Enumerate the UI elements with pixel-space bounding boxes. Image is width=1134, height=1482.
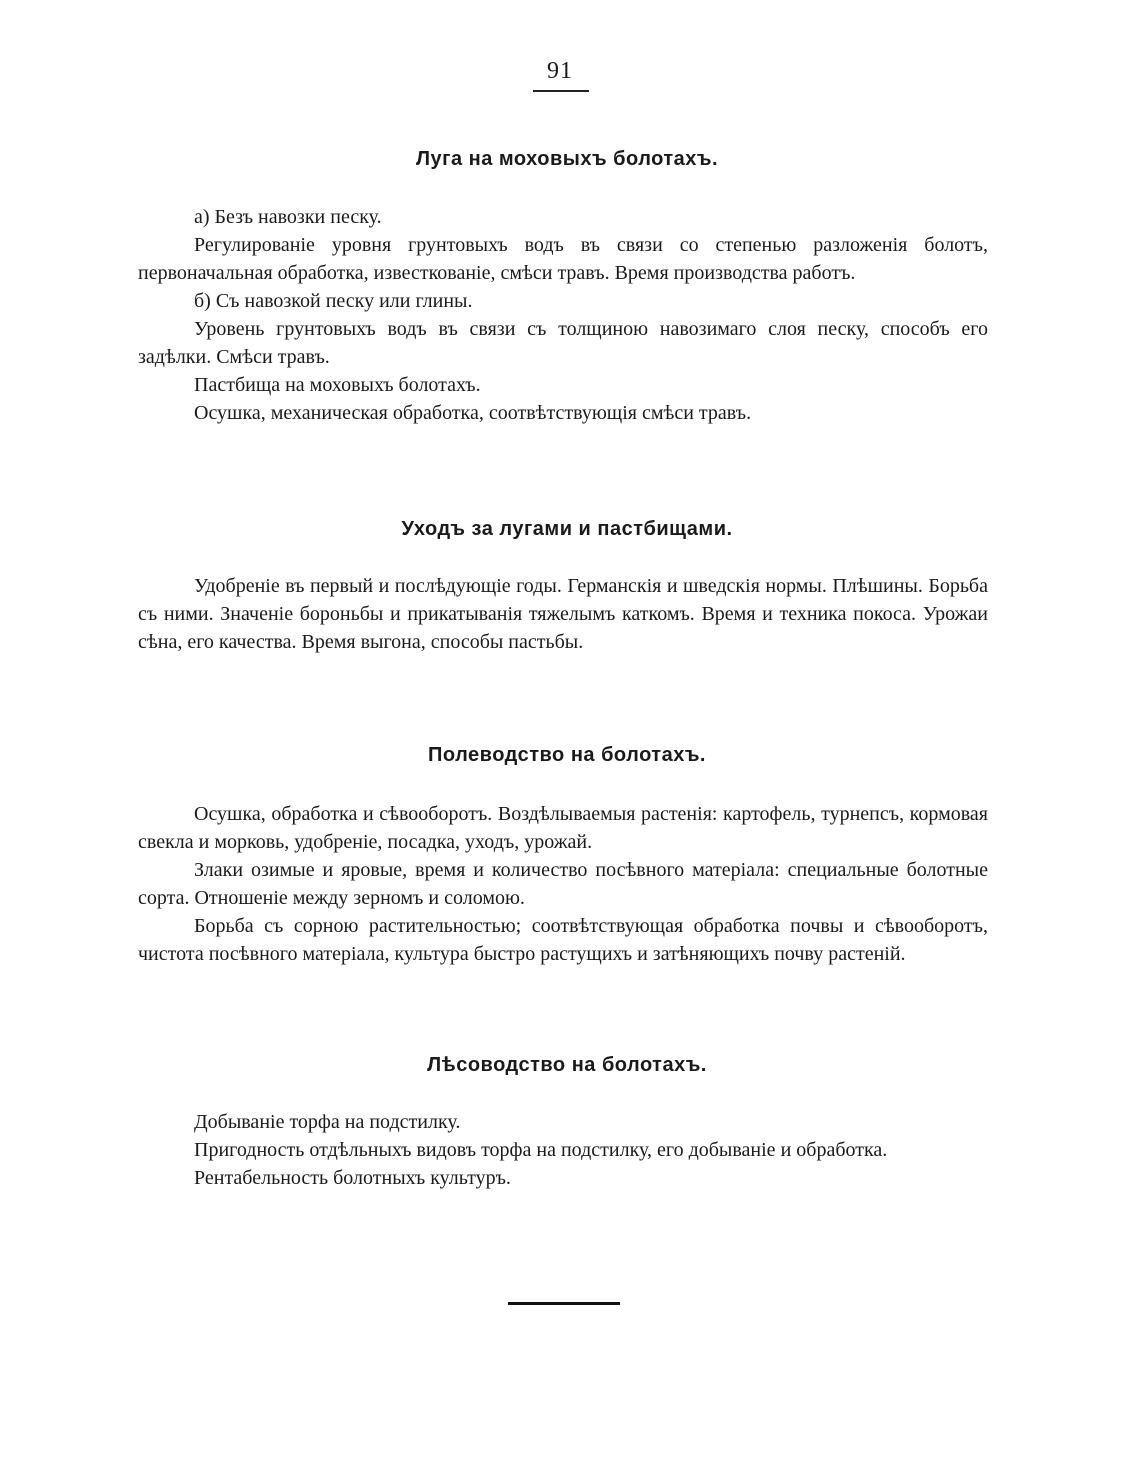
- paragraph: Уровень грунтовыхъ водъ въ связи съ толщиною навозимаго слоя песку, способъ его задѣлки. Смѣси травъ.: [138, 318, 988, 368]
- paragraph: Осушка, обработка и сѣвооборотъ. Воздѣлываемыя растенія: картофель, турнепсъ, кормовая свекла и морковь, удобреніе, посадка, уходъ, урожай.: [138, 803, 988, 853]
- paragraph: Борьба съ сорною растительностью; соотвѣтствующая обработка почвы и сѣвооборотъ, чистота посѣвного матеріала, культура быстро растущихъ и затѣняющихъ почву растеній.: [138, 915, 988, 965]
- section-heading-forestry: Лѣсоводство на болотахъ.: [427, 1054, 707, 1076]
- page-number: 91: [547, 58, 573, 84]
- paragraph: Добываніе торфа на подстилку.: [194, 1111, 461, 1133]
- paragraph: Осушка, механическая обработка, соотвѣтствующія смѣси травъ.: [194, 402, 752, 424]
- paragraph: Злаки озимые и яровые, время и количество посѣвного матеріала: специальные болотные сорта. Отношеніе между зерномъ и соломою.: [138, 859, 988, 909]
- paragraph: Рентабельность болотныхъ культуръ.: [194, 1167, 511, 1189]
- paragraph: б) Съ навозкой песку или глины.: [194, 290, 473, 312]
- section-heading-meadows: Луга на моховыхъ болотахъ.: [415, 148, 719, 170]
- section-body-forestry: [138, 1108, 988, 1192]
- paragraph: а) Безъ навозки песку.: [194, 206, 382, 228]
- end-rule: [508, 1302, 620, 1305]
- section-body-meadows: [138, 203, 988, 427]
- page-number-underline: [533, 90, 589, 92]
- section-body-field-farming: [138, 800, 988, 968]
- paragraph: Регулированіе уровня грунтовыхъ водъ въ связи со степенью разложенія болотъ, первоначальная обработка, известкованіе, смѣси травъ. Время производства работъ.: [138, 234, 988, 284]
- section-body-care: [138, 572, 988, 656]
- paragraph: Удобреніе въ первый и послѣдующіе годы. Германскія и шведскія нормы. Плѣшины. Борьба съ ними. Значеніе бороньбы и прикатыванія тяжелымъ каткомъ. Время и техника покоса. Урожаи сѣна, его качества. Время выгона, способы пастьбы.: [138, 575, 988, 653]
- section-heading-field-farming: Полеводство на болотахъ.: [428, 744, 706, 766]
- section-heading-care: Уходъ за лугами и пастбищами.: [401, 518, 733, 540]
- paragraph: Пригодность отдѣльныхъ видовъ торфа на подстилку, его добываніе и обработка.: [194, 1139, 888, 1161]
- paragraph: Пастбища на моховыхъ болотахъ.: [194, 374, 481, 396]
